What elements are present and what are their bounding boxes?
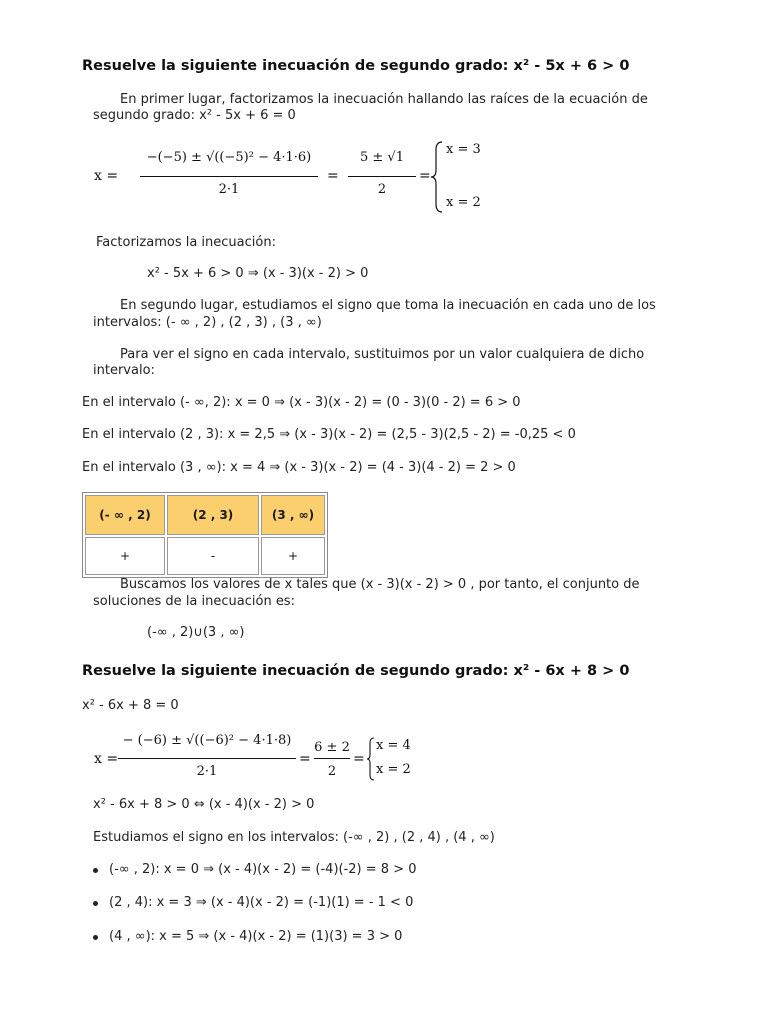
formula1-root-2: x = 2 — [446, 195, 481, 210]
intro-line-1: En primer lugar, factorizamos la inecuación hallando las raíces de la ecuación de — [120, 92, 648, 107]
formula1-simplified-bar — [348, 176, 416, 177]
formula1-brace-icon — [430, 140, 444, 214]
second-step-line-1: En segundo lugar, estudiamos el signo que toma la inecuación en cada uno de los — [120, 298, 656, 313]
formula1-lhs: x = — [94, 168, 119, 184]
bullet-item: (4 , ∞): x = 5 ⇒ (x - 4)(x - 2) = (1)(3) = 3 > 0 — [109, 929, 403, 944]
sign-table-header-row — [85, 495, 325, 535]
sign-table-header: (- ∞ , 2) — [85, 495, 165, 535]
problem2-study-line: Estudiamos el signo en los intervalos: (-∞ , 2) , (2 , 4) , (4 , ∞) — [93, 830, 495, 845]
bullet-item: (-∞ , 2): x = 0 ⇒ (x - 4)(x - 2) = (-4)(-2) = 8 > 0 — [109, 862, 417, 877]
sign-table-header: (2 , 3) — [167, 495, 259, 535]
solution-set: (-∞ , 2)∪(3 , ∞) — [147, 625, 245, 640]
formula1-simplified-numerator: 5 ± √1 — [360, 150, 404, 165]
sign-table-row — [85, 537, 325, 575]
intro-line-2: segundo grado: x² - 5x + 6 = 0 — [93, 108, 296, 123]
sign-table-header: (3 , ∞) — [261, 495, 325, 535]
formula2-simplified-numerator: 6 ± 2 — [314, 740, 350, 755]
formula1-denominator: 2·1 — [218, 182, 240, 197]
formula2-simplified-bar — [314, 758, 350, 759]
bullet-icon — [93, 901, 98, 906]
sign-table-cell: - — [167, 537, 259, 575]
formula1-fraction-bar — [140, 176, 318, 177]
formula1-root-1: x = 3 — [446, 142, 481, 157]
problem2-title: Resuelve la siguiente inecuación de segundo grado: x² - 6x + 8 > 0 — [82, 663, 630, 679]
formula1-equals-1: = — [327, 168, 339, 184]
formula2-root-1: x = 4 — [376, 738, 411, 753]
second-step-line-2: intervalos: (- ∞ , 2) , (2 , 3) , (3 , ∞) — [93, 315, 322, 330]
interval-evaluation: En el intervalo (2 , 3): x = 2,5 ⇒ (x - 3)(x - 2) = (2,5 - 3)(2,5 - 2) = -0,25 < 0 — [82, 427, 576, 442]
formula1-equals-2: = — [419, 168, 431, 184]
bullet-icon — [93, 868, 98, 873]
bullet-icon — [93, 935, 98, 940]
conclusion-line-2: soluciones de la inecuación es: — [93, 594, 295, 609]
factor-line: x² - 5x + 6 > 0 ⇒ (x - 3)(x - 2) > 0 — [147, 266, 369, 281]
interval-evaluation: En el intervalo (3 , ∞): x = 4 ⇒ (x - 3)(x - 2) = (4 - 3)(4 - 2) = 2 > 0 — [82, 460, 516, 475]
sign-table-cell: + — [85, 537, 165, 575]
sign-intro-line-2: intervalo: — [93, 363, 155, 378]
formula1-numerator: −(−5) ± √((−5)² − 4·1·6) — [146, 150, 312, 165]
sign-intro-line-1: Para ver el signo en cada intervalo, sustituimos por un valor cualquiera de dicho — [120, 347, 645, 362]
problem2-factor-line: x² - 6x + 8 > 0 ⇔ (x - 4)(x - 2) > 0 — [93, 797, 315, 812]
formula2-equals-1: = — [299, 751, 311, 767]
sign-table — [82, 492, 328, 578]
formula2-brace-icon — [366, 737, 376, 781]
factor-label: Factorizamos la inecuación: — [96, 235, 276, 250]
formula2-root-2: x = 2 — [376, 762, 411, 777]
problem1-title: Resuelve la siguiente inecuación de segundo grado: x² - 5x + 6 > 0 — [82, 58, 630, 74]
sign-table-cell: + — [261, 537, 325, 575]
conclusion-line-1: Buscamos los valores de x tales que (x - 3)(x - 2) > 0 , por tanto, el conjunto de — [120, 577, 640, 592]
formula2-simplified-denominator: 2 — [327, 764, 337, 779]
interval-evaluation: En el intervalo (- ∞, 2): x = 0 ⇒ (x - 3)(x - 2) = (0 - 3)(0 - 2) = 6 > 0 — [82, 395, 521, 410]
formula2-fraction-bar — [118, 758, 296, 759]
bullet-item: (2 , 4): x = 3 ⇒ (x - 4)(x - 2) = (-1)(1) = - 1 < 0 — [109, 895, 414, 910]
formula2-denominator: 2·1 — [196, 764, 218, 779]
formula2-numerator: − (−6) ± √((−6)² − 4·1·8) — [122, 733, 292, 748]
formula1-simplified-denominator: 2 — [377, 182, 387, 197]
formula2-lhs: x = — [94, 751, 119, 767]
problem2-equation: x² - 6x + 8 = 0 — [82, 698, 179, 713]
formula2-equals-2: = — [353, 751, 365, 767]
